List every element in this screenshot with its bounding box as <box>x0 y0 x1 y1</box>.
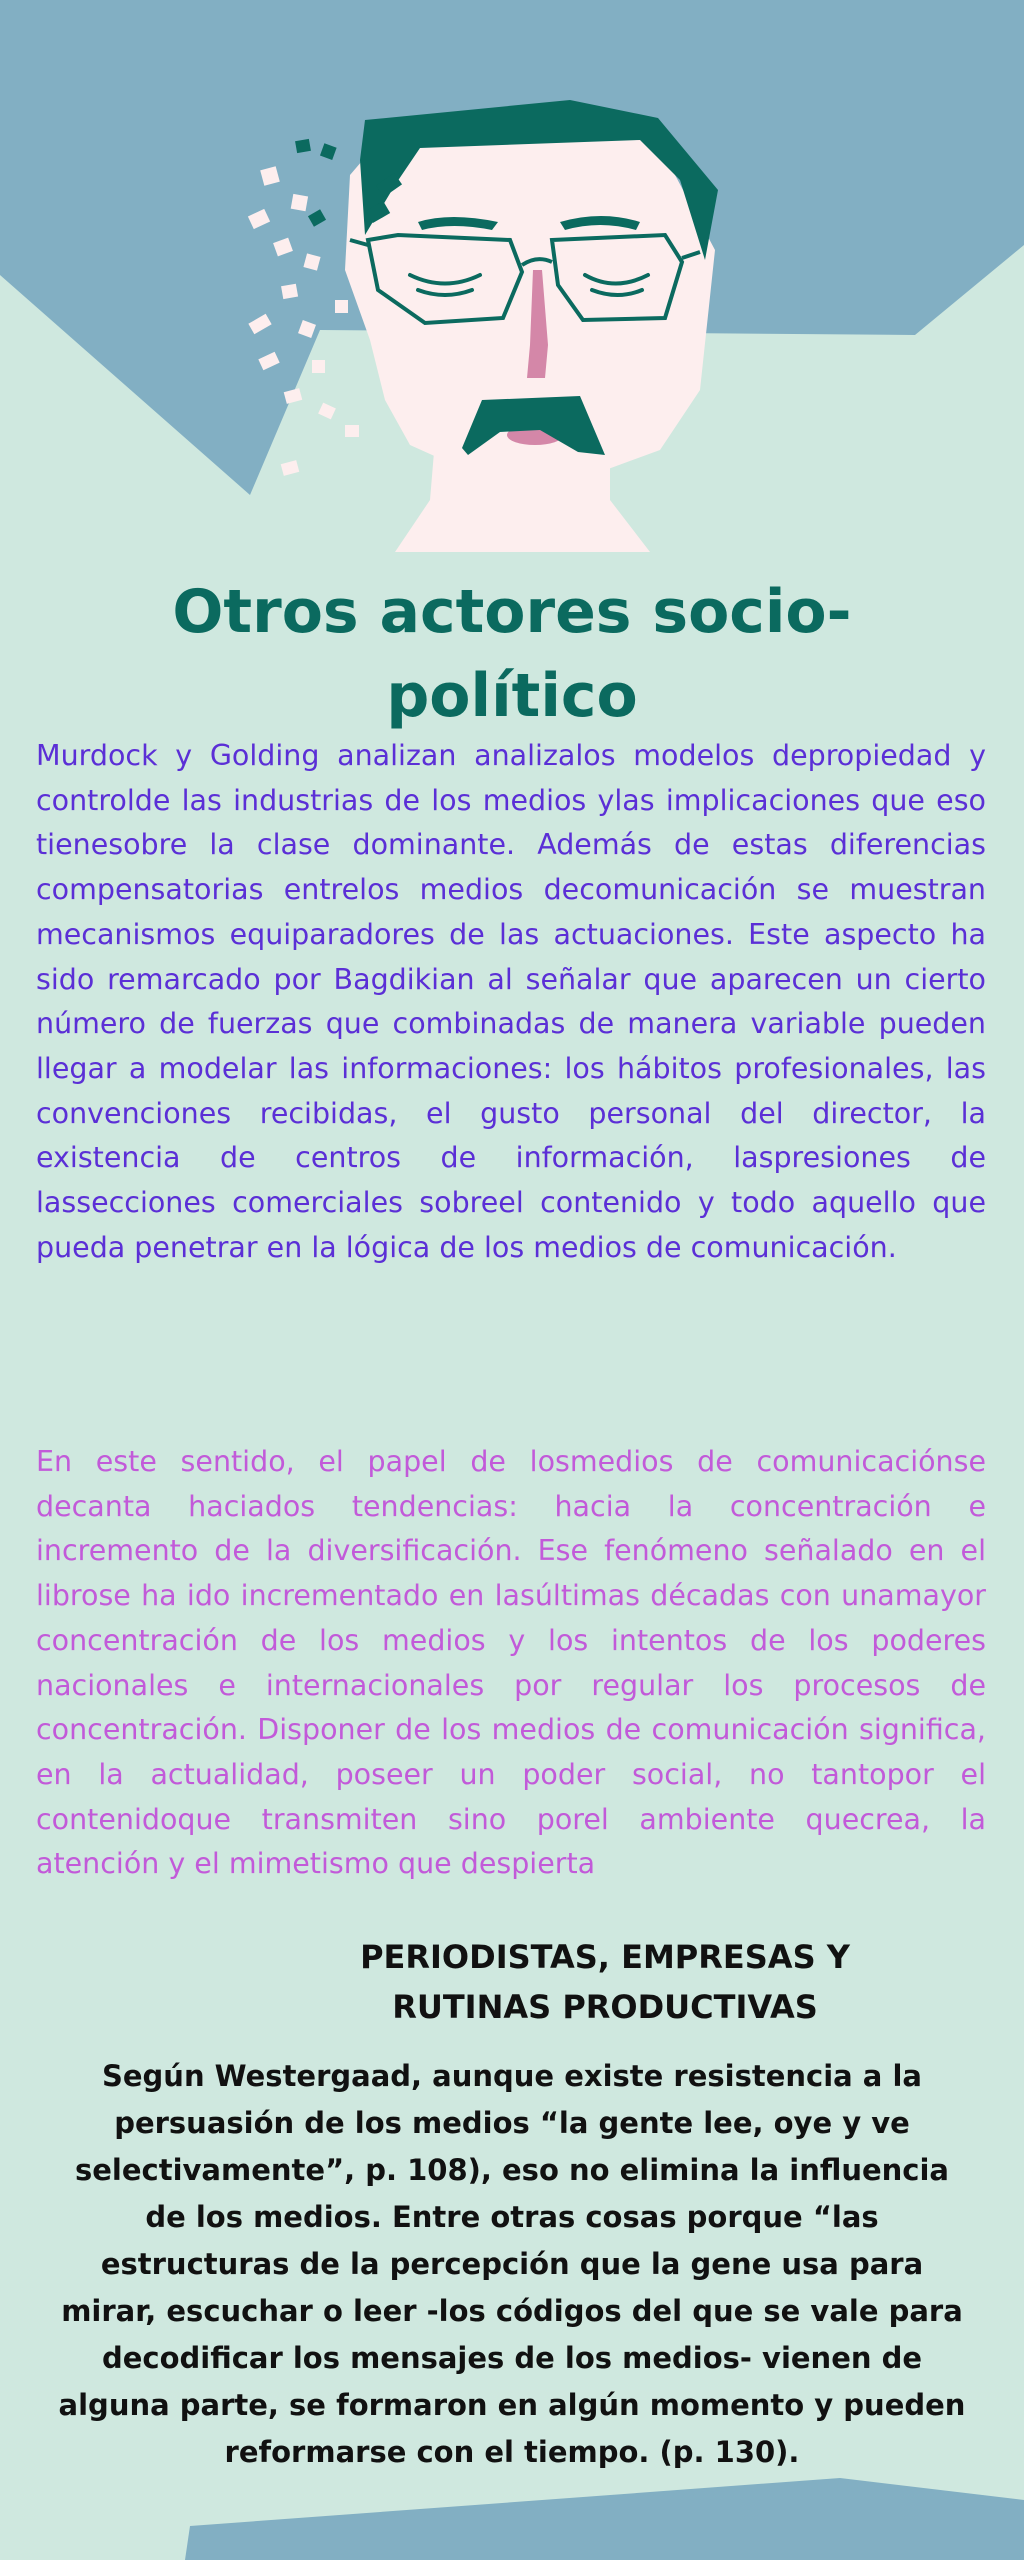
paragraph-concentration: En este sentido, el papel de losmedios de comunicaciónse decanta haciados tendencias: hacia la concentración e incremento de la diversificación. Ese fenómeno señalado en el librose ha ido incrementado en lasúltimas décadas con unamayor concentración de los medios y los intentos de los poderes nacionales e internacionales por regular los procesos de concentración. Disponer de los medios de comunicación significa, en la actualidad, poseer un poder social, no tantopor el contenidoque transmiten sino porel ambiente quecrea, la atención y el mimetismo que despierta <box>36 1445 986 1881</box>
section-heading: PERIODISTAS, EMPRESAS Y RUTINAS PRODUCTIVAS <box>360 1938 850 2026</box>
paragraph-ownership-models: Murdock y Golding analizan analizalos modelos depropiedad y controlde las industrias de los medios ylas implicaciones que eso tienesobre la clase dominante. Además de estas diferencias compensatorias entrelos medios decomunicación se muestran mecanismos equiparadores de las actuaciones. Este aspecto ha sido remarcado por Bagdikian al señalar que aparecen un cierto número de fuerzas que combinadas de manera variable pueden llegar a modelar las informaciones: los hábitos profesionales, las convenciones recibidas, el gusto personal del director, la existencia de centros de información, laspresiones de lassecciones comerciales sobreel contenido y todo aquello que pueda penetrar en la lógica de los medios de comunicación. <box>36 739 986 1264</box>
portrait-man-glasses-mustache-icon <box>240 95 740 555</box>
westergaad-quote: Según Westergaad, aunque existe resistencia a la persuasión de los medios “la gente lee, oye y ve selectivamente”, p. 108), eso no elimina la influencia de los medios. Entre otras cosas porque “las estructuras de la percepción que la gene usa para mirar, escuchar o leer -los códigos del que se vale para decodificar los mensajes de los medios- vienen de alguna parte, se formaron en algún momento y pueden reformarse con el tiempo. (p. 130). <box>58 2059 966 2469</box>
page-title: Otros actores socio-político <box>172 577 852 731</box>
bottom-blue-shape <box>185 2478 1024 2560</box>
